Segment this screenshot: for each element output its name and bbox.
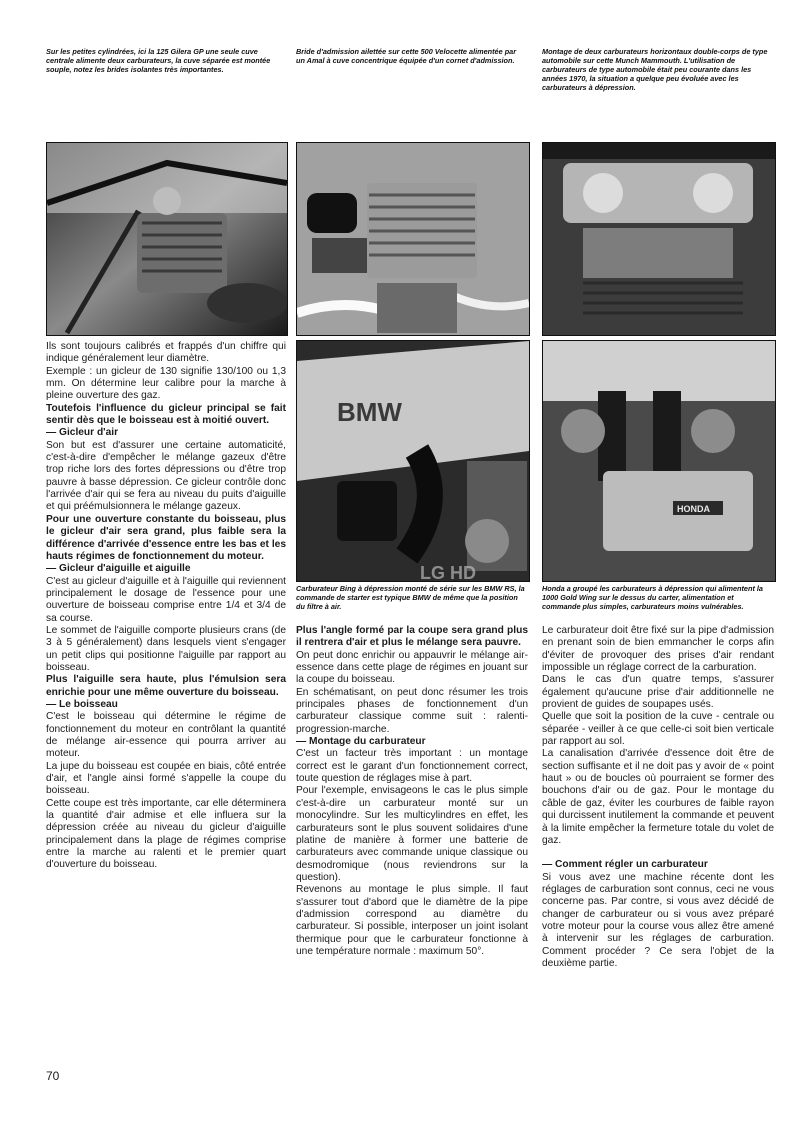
emphasis-paragraph: Pour une ouverture constante du boisseau, plus le gicleur d'air sera grand, plus faible sera la différence d'arrivée d'essence entre les bas et les hauts régimes de fonctionnement du moteur. (46, 513, 286, 562)
text-column-2 (296, 625, 528, 958)
body-paragraph: Revenons au montage le plus simple. Il faut s'assurer tout d'abord que le diamètre de la pipe d'admission correspond au diamètre du carburateur. Si possible, interposer un joint isolant thermique pour que le carburateur fonctionne à une température normale : maximum 50°. (296, 884, 528, 957)
page-number: 70 (46, 1069, 60, 1083)
body-paragraph: C'est au gicleur d'aiguille et à l'aiguille qui reviennent principalement le dosage de l'essence pour une ouverture de boisseau comprise entre 1/4 et 3/4 de sa course. (46, 575, 286, 624)
body-paragraph: Exemple : un gicleur de 130 signifie 130/100 ou 1,3 mm. On détermine leur calibre pour la marche à pleine ouverture des gaz. (46, 365, 286, 402)
body-paragraph: Le sommet de l'aiguille comporte plusieurs crans (de 3 à 5 généralement) dans lesquels vient s'engager un petit clips qui positionne l'aiguille par rapport au boisseau. (46, 624, 286, 673)
body-paragraph: Cette coupe est très importante, car elle déterminera la quantité d'air admise et elle influera sur la dépression créée au niveau du gicleur d'aiguille principalement dans la plage de régimes comprise entre la marche au ralenti et le premier quart d'ouverture du boisseau. (46, 797, 286, 871)
body-paragraph: Ils sont toujours calibrés et frappés d'un chiffre qui indique généralement leur diamètre. (46, 341, 286, 365)
emphasis-paragraph: Plus l'aiguille sera haute, plus l'émulsion sera enrichie pour une même ouverture du boisseau. (46, 674, 286, 698)
caption-velocette: Bride d'admission ailettée sur cette 500 Velocette alimentée par un Amal à cuve concentrique équipée d'un cornet d'admission. (296, 47, 517, 65)
emphasis-paragraph: Toutefois l'influence du gicleur principal se fait sentir dès que le boisseau est à moitié ouvert. (46, 402, 286, 427)
photo-bmw-bing-carburetor (296, 340, 530, 582)
caption-munch: Montage de deux carburateurs horizontaux double-corps de type automobile sur cette Munch Mammouth. L'utilisation de carburateurs de type automobile était peu courante dans les années 1970, la situation a quelque peu évoluée avec les carburateurs à dépression. (542, 47, 768, 92)
section-heading: — Gicleur d'air (46, 427, 119, 439)
body-paragraph: C'est un facteur très important : un montage correct est le garant d'un fonctionnement correct, toute question de réglages mise à part. (296, 748, 528, 785)
paragraph-gap (542, 847, 774, 859)
caption-honda: Honda a groupé les carburateurs à dépression qui alimentent la 1000 Gold Wing sur le dessus du carter, alimentation et commande plus simples, carburateurs moins vulnérables. (542, 584, 763, 611)
body-paragraph: Le carburateur doit être fixé sur la pipe d'admission en prenant soin de bien emmancher le corps afin d'éviter de provoquer des prises d'air rendant impossible un réglage correct de la carburation. (542, 625, 774, 674)
section-heading: — Le boisseau (46, 698, 118, 710)
photo-munch-engine (542, 142, 776, 336)
body-paragraph: La jupe du boisseau est coupée en biais, côté entrée d'air, et l'angle ainsi formé s'appelle la coupe du boisseau. (46, 760, 286, 797)
body-paragraph: On peut donc enrichir ou appauvrir le mélange air-essence dans cette plage de régimes en jouant sur la coupe du boisseau. (296, 649, 528, 686)
emphasis-paragraph: Plus l'angle formé par la coupe sera grand plus il rentrera d'air et plus le mélange sera pauvre. (296, 625, 528, 649)
watermark: LG HD (420, 563, 476, 583)
honda-logo-text: HONDA (677, 504, 710, 514)
body-paragraph: Pour l'exemple, envisageons le cas le plus simple c'est-à-dire un carburateur monté sur un monocylindre. Sur les multicylindres en effet, les carburateurs sont le plus souvent solidaires d'une platine de manière à former une batterie de carburateurs avec commande unique classique ou desmodromique (nous reviendrons sur la question). (296, 785, 528, 883)
body-paragraph: Quelle que soit la position de la cuve - centrale ou séparée - veiller à ce que celle-ci soit bien verticale par rapport au sol. (542, 711, 774, 748)
body-paragraph: Son but est d'assurer une certaine automaticité, c'est-à-dire d'empêcher le mélange gazeux d'être trop riche lors des fortes dépressions ou d'être trop pauvre à basse dépression. Ce gicleur contrôle donc l'arrivée d'air qui se fera au niveau du puits d'aiguille et qui préémulsionnera le mélange gazeux. (46, 439, 286, 513)
photo-honda-goldwing-carburetors (542, 340, 776, 582)
section-heading: — Montage du carburateur (296, 736, 426, 748)
body-paragraph: Si vous avez une machine récente dont les réglages de carburation sont connus, ceci ne vous concerne pas. Par contre, si vous avez décidé de changer de carburateur ou si vous avez préparé votre moteur pour la course vous allez être amené à intervenir sur les réglages de carburation. Comment procéder ? Ce sera l'objet de la deuxième partie. (542, 871, 774, 969)
text-column-1 (46, 341, 286, 872)
section-heading: — Comment régler un carburateur (542, 859, 708, 871)
caption-bmw: Carburateur Bing à dépression monté de série sur les BMW RS, la commande de starter est typique BMW de même que la position du filtre à air. (296, 584, 525, 611)
body-paragraph: Dans le cas d'un quatre temps, s'assurer également qu'aucune prise d'air additionnelle ne provient de guides de soupapes usés. (542, 674, 774, 711)
body-paragraph: En schématisant, on peut donc résumer les trois principales phases de fonctionnement d'un carburateur classique comme suit : ralenti-progression-marche. (296, 686, 528, 735)
text-column-3 (542, 625, 774, 970)
photo-gilera-engine (46, 142, 288, 336)
bmw-logo-text: BMW (337, 397, 402, 427)
photo-velocette-engine (296, 142, 530, 336)
body-paragraph: La canalisation d'arrivée d'essence doit être de section suffisante et il ne doit pas y avoir de « point haut » ou de boucles où pourraient se former des bouchons d'air ou de gaz. Pour le montage du câble de gaz, éviter les courbures de faible rayon qui durcissent inutilement la commande et peuvent à la limite empêcher la fermeture totale du volet de gaz. (542, 748, 774, 846)
caption-gilera: Sur les petites cylindrées, ici la 125 Gilera GP une seule cuve centrale alimente deux carburateurs, la cuve séparée est montée souple, notez les brides isolantes très importantes. (46, 47, 271, 74)
section-heading: — Gicleur d'aiguille et aiguille (46, 563, 191, 575)
body-paragraph: C'est le boisseau qui détermine le régime de fonctionnement du moteur en contrôlant la quantité de mélange air-essence qui pourra arriver au moteur. (46, 711, 286, 760)
